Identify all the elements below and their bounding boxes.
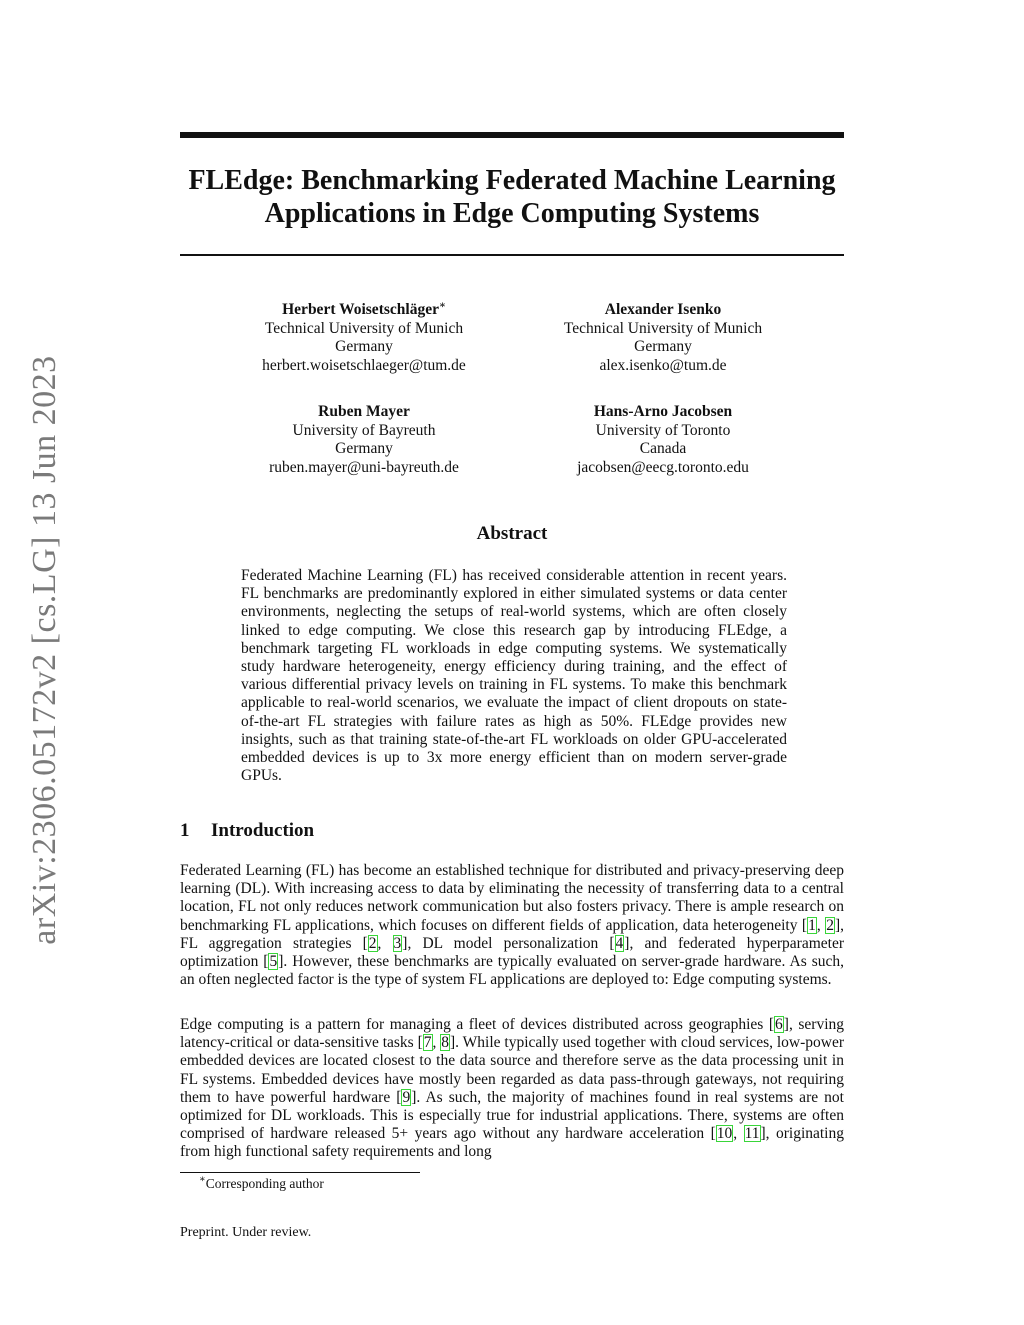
author-email[interactable]: herbert.woisetschlaeger@tum.de xyxy=(262,356,466,374)
abstract-heading: Abstract xyxy=(476,523,548,544)
citation-link[interactable]: 1 xyxy=(808,916,816,934)
citation-link[interactable]: 11 xyxy=(744,1125,760,1143)
author-block xyxy=(214,301,514,375)
author-footnote-mark: ∗ xyxy=(438,300,446,311)
author-block xyxy=(513,403,813,477)
citation-link[interactable]: 3 xyxy=(393,934,402,952)
citation-link[interactable]: 8 xyxy=(441,1034,450,1052)
footnote-text: Corresponding author xyxy=(205,1176,324,1191)
title-top-rule xyxy=(180,132,844,138)
author-name: Hans-Arno Jacobsen xyxy=(593,403,733,420)
author-name: Herbert Woisetschläger∗ xyxy=(282,300,446,318)
author-email[interactable]: jacobsen@eecg.toronto.edu xyxy=(577,458,749,476)
citation-link[interactable]: 2 xyxy=(826,916,834,934)
paragraph: Federated Learning (FL) has become an established technique for distributed and privacy-preserving deep learning (DL). With increasing access to data by eliminating the necessity of transferring data to a central location, FL not only reduces network communication but also fosters privacy. There is ample research on benchmarking FL applications, which focuses on different fields of application, data heterogeneity [1, 2], FL aggregation strategies [2, 3], DL model personalization [4], and federated hyperparameter optimization [5]. However, these benchmarks are typically evaluated on server-grade hardware. As such, an often neglected factor is the type of system FL applications are deployed to: Edge computing systems. xyxy=(180,862,845,989)
author-block xyxy=(214,403,514,477)
footnote-mark: ∗ xyxy=(199,1174,206,1185)
footnote xyxy=(199,1176,324,1192)
author-name: Ruben Mayer xyxy=(318,403,410,420)
abstract-text: Federated Machine Learning (FL) has received considerable attention in recent years. FL benchmarks are predominantly explored in either simulated systems or data center environments, neglecting the setups of real-world systems, which are often closely linked to edge computing. We close this research gap by introducing FLEdge, a benchmark targeting FL workloads in edge computing systems. We systematically study hardware heterogeneity, energy efficiency during training, and the effect of various differential privacy levels on training in FL systems. To make this benchmark applicable to real-world scenarios, we evaluate the impact of client dropouts on state-of-the-art FL strategies with failure rates as high as 50%. FLEdge provides new insights, such as that training state-of-the-art FL workloads on older GPU-accelerated embedded devices is up to 3x more energy efficient than on modern server-grade GPUs. xyxy=(241,567,787,785)
section-number: 1 xyxy=(180,820,190,841)
paper-title xyxy=(160,164,864,230)
citation-link[interactable]: 9 xyxy=(402,1088,411,1106)
author-country: Germany xyxy=(634,338,692,355)
footnote-rule xyxy=(180,1172,420,1173)
author-country: Germany xyxy=(335,440,393,457)
author-email[interactable]: ruben.mayer@uni-bayreuth.de xyxy=(269,458,459,476)
author-affiliation: Technical University of Munich xyxy=(264,319,464,337)
author-name: Alexander Isenko xyxy=(604,301,722,318)
author-affiliation: University of Bayreuth xyxy=(292,421,436,439)
citation-link[interactable]: 5 xyxy=(269,953,278,971)
author-email[interactable]: alex.isenko@tum.de xyxy=(599,356,727,374)
citation-link[interactable]: 6 xyxy=(775,1016,783,1033)
author-country: Canada xyxy=(639,440,687,457)
author-affiliation: University of Toronto xyxy=(595,421,731,439)
section-heading xyxy=(180,820,314,842)
citation-link[interactable]: 7 xyxy=(423,1034,432,1052)
title-line-2: Applications in Edge Computing Systems xyxy=(264,198,760,229)
arxiv-identifier: arXiv:2306.05172v2 [cs.LG] 13 Jun 2023 xyxy=(26,355,63,945)
citation-link[interactable]: 10 xyxy=(716,1125,733,1143)
title-bottom-rule xyxy=(180,254,844,256)
preprint-notice: Preprint. Under review. xyxy=(180,1225,312,1240)
citation-link[interactable]: 2 xyxy=(368,934,377,952)
paragraph: Edge computing is a pattern for managing a fleet of devices distributed across geographies [6], serving latency-critical or data-sensitive tasks [7, 8]. While typically used together with cloud services, low-power embedded devices are located closest to the data source and therefore serve as the data processing unit in FL systems. Embedded devices have mostly been regarded as data pass-through gateways, not requiring them to have powerful hardware [9]. As such, the majority of machines found in real systems are not optimized for DL workloads. This is especially true for industrial applications. There, systems are often comprised of hardware released 5+ years ago without any hardware acceleration [10, 11], originating from high functional safety requirements and long xyxy=(180,1016,845,1161)
author-block xyxy=(513,301,813,375)
author-country: Germany xyxy=(335,338,393,355)
citation-link[interactable]: 4 xyxy=(615,934,624,952)
section-title: Introduction xyxy=(211,820,315,841)
title-line-1: FLEdge: Benchmarking Federated Machine Learning xyxy=(188,165,836,196)
author-affiliation: Technical University of Munich xyxy=(563,319,763,337)
